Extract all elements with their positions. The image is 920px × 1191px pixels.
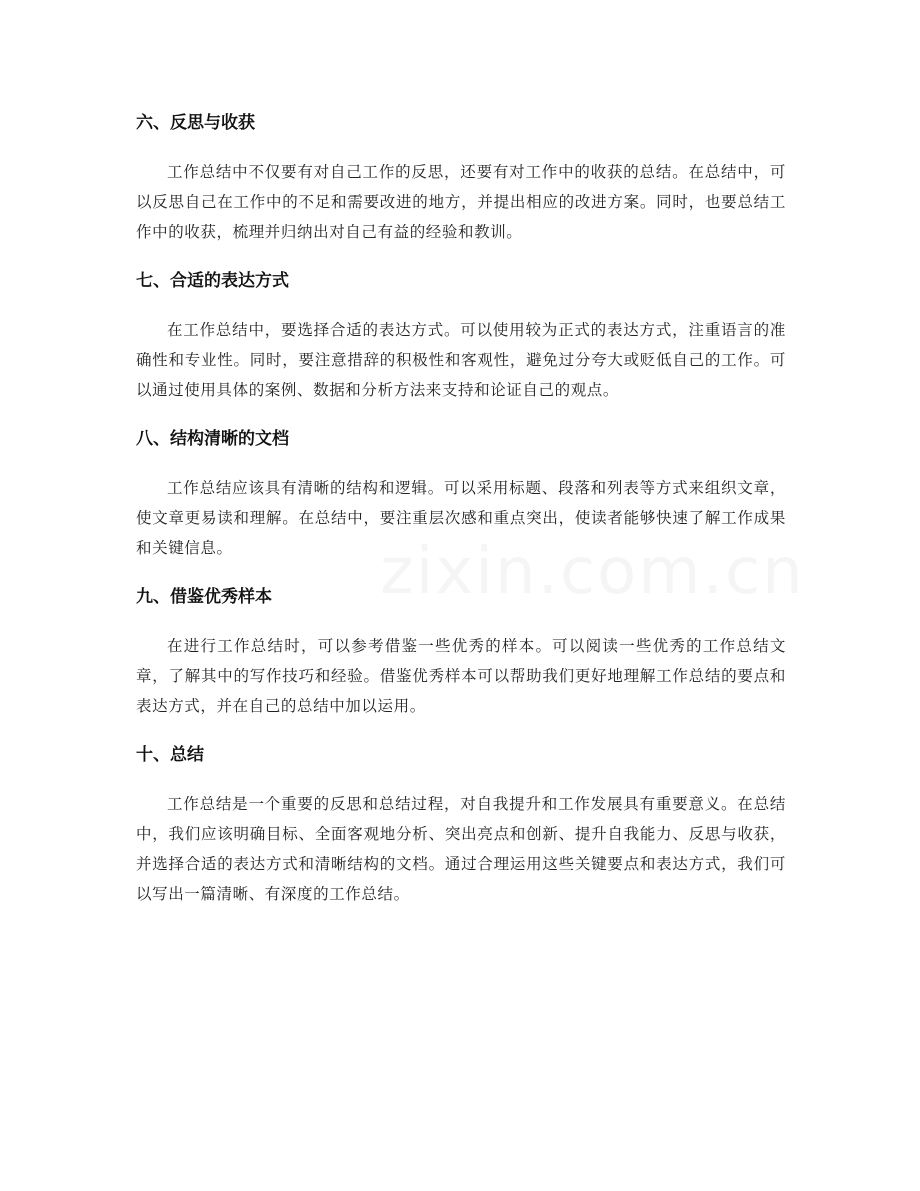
document-content bbox=[136, 108, 786, 928]
section-heading: 六、反思与收获 bbox=[136, 113, 255, 133]
section-conclusion bbox=[136, 740, 786, 909]
section-heading: 九、借鉴优秀样本 bbox=[136, 587, 272, 607]
section-paragraph: 工作总结应该具有清晰的结构和逻辑。可以采用标题、段落和列表等方式来组织文章，使文章更易读和理解。在总结中，要注重层次感和重点突出，使读者能够快速了解工作成果和关键信息。 bbox=[136, 479, 786, 557]
section-paragraph: 工作总结中不仅要有对自己工作的反思，还要有对工作中的收获的总结。在总结中，可以反思自己在工作中的不足和需要改进的地方，并提出相应的改进方案。同时，也要总结工作中的收获，梳理并归纳出对自己有益的经验和教训。 bbox=[136, 163, 786, 241]
section-paragraph: 在进行工作总结时，可以参考借鉴一些优秀的样本。可以阅读一些优秀的工作总结文章，了解其中的写作技巧和经验。借鉴优秀样本可以帮助我们更好地理解工作总结的要点和表达方式，并在自己的总结中加以运用。 bbox=[136, 637, 786, 715]
section-structure bbox=[136, 424, 786, 563]
section-heading: 七、合适的表达方式 bbox=[136, 271, 289, 291]
section-paragraph: 工作总结是一个重要的反思和总结过程，对自我提升和工作发展具有重要意义。在总结中，我们应该明确目标、全面客观地分析、突出亮点和创新、提升自我能力、反思与收获，并选择合适的表达方式和清晰结构的文档。通过合理运用这些关键要点和表达方式，我们可以写出一篇清晰、有深度的工作总结。 bbox=[136, 795, 786, 903]
section-heading: 十、总结 bbox=[136, 745, 204, 765]
section-samples bbox=[136, 582, 786, 721]
section-heading: 八、结构清晰的文档 bbox=[136, 429, 289, 449]
section-reflection bbox=[136, 108, 786, 247]
section-expression bbox=[136, 266, 786, 405]
section-paragraph: 在工作总结中，要选择合适的表达方式。可以使用较为正式的表达方式，注重语言的准确性和专业性。同时，要注意措辞的积极性和客观性，避免过分夸大或贬低自己的工作。可以通过使用具体的案例、数据和分析方法来支持和论证自己的观点。 bbox=[136, 321, 786, 399]
